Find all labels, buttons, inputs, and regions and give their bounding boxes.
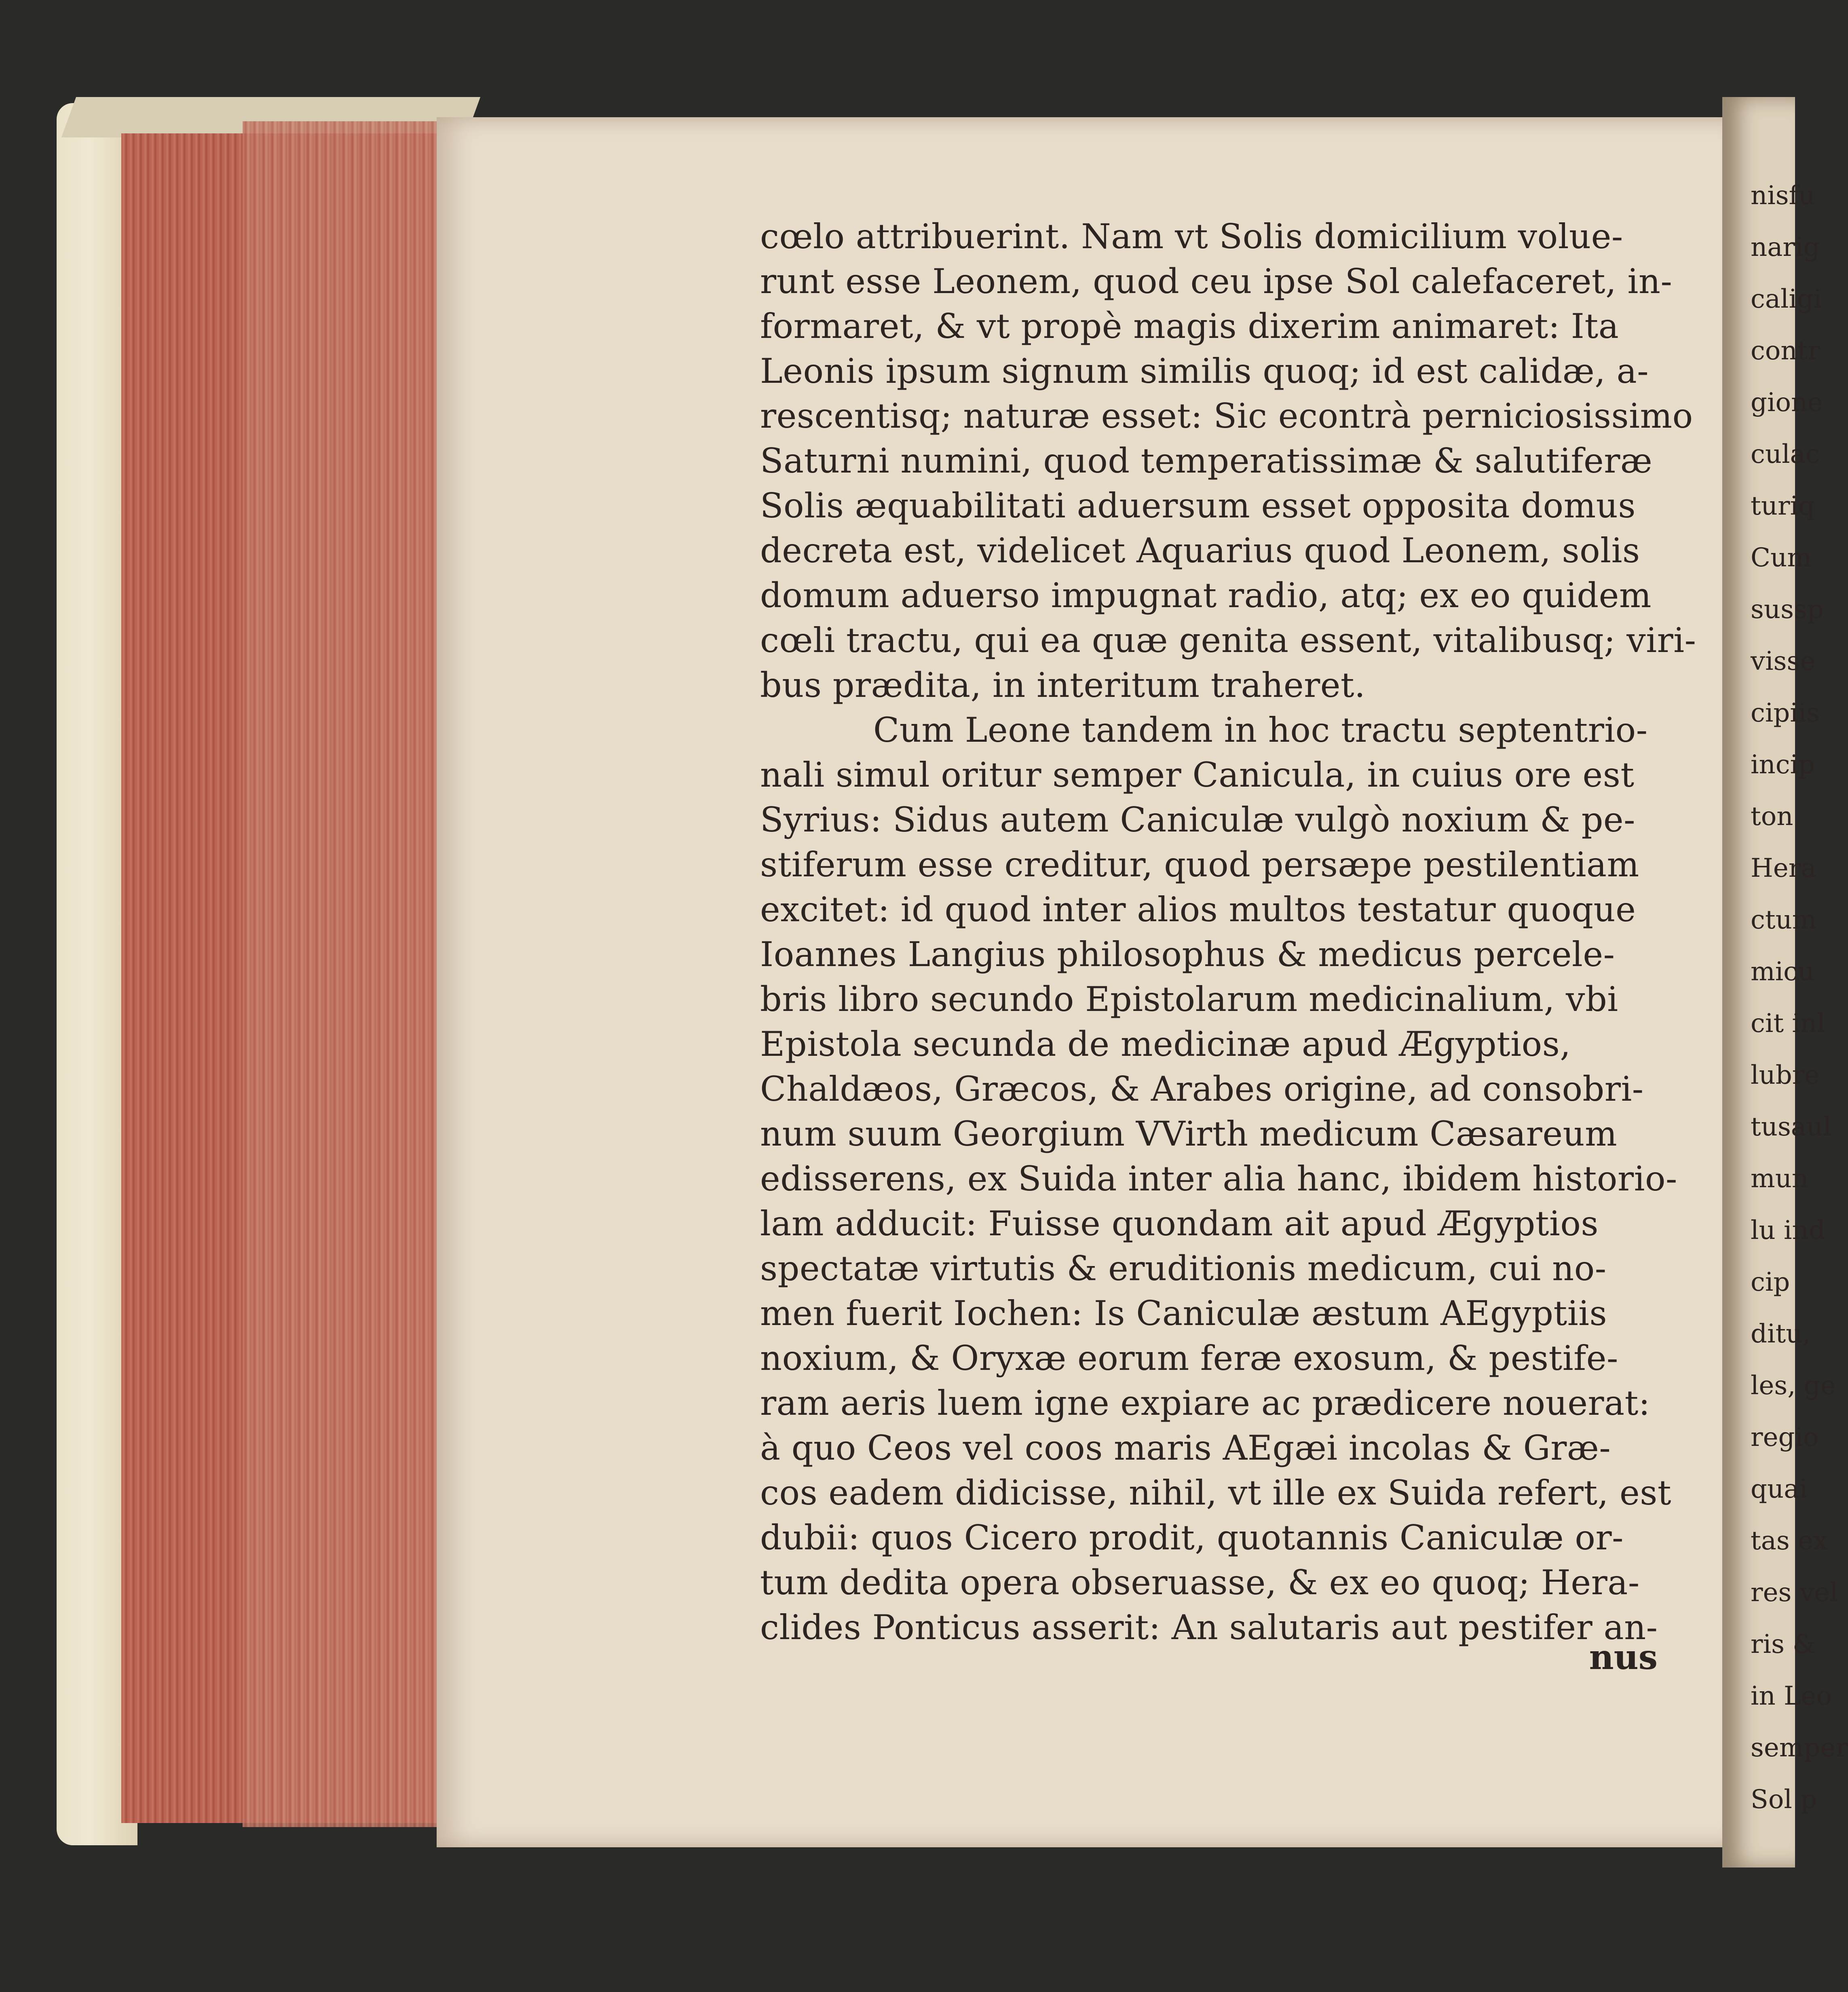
text-line: Cum Leone tandem in hoc tractu septentrio- bbox=[873, 710, 1648, 750]
facing-page-fragment: visse bbox=[1751, 646, 1816, 676]
text-line: Chaldæos, Græcos, & Arabes origine, ad consobri- bbox=[760, 1069, 1644, 1109]
text-line: spectatæ virtutis & eruditionis medicum, cui no- bbox=[760, 1249, 1607, 1288]
facing-page-fragment: in Leo bbox=[1751, 1681, 1832, 1711]
facing-page-fragment: tusaul bbox=[1751, 1112, 1831, 1142]
facing-page-fragment: turiq bbox=[1751, 491, 1815, 521]
text-line: lam adducit: Fuisse quondam ait apud Ægyptios bbox=[760, 1204, 1599, 1243]
facing-page-fragment: Hera bbox=[1751, 853, 1816, 883]
text-line: Syrius: Sidus autem Caniculæ vulgò noxium & pe- bbox=[760, 800, 1635, 840]
catchword: nus bbox=[1589, 1637, 1658, 1677]
facing-page-fragment: les, ge bbox=[1751, 1371, 1836, 1401]
facing-page-fragment: regio bbox=[1751, 1422, 1819, 1452]
text-line: rescentisq; naturæ esset: Sic econtrà perniciosissimo bbox=[760, 396, 1693, 436]
page-block-red-edge-inner bbox=[243, 121, 437, 1827]
facing-page-fragment: narig bbox=[1751, 232, 1820, 262]
facing-page-fragment: incip bbox=[1751, 750, 1815, 780]
facing-page-fragment: nisfu bbox=[1751, 181, 1815, 211]
text-line: cœli tractu, qui ea quæ genita essent, vitalibusq; viri- bbox=[760, 620, 1696, 660]
text-line: edisserens, ex Suida inter alia hanc, ibidem historio- bbox=[760, 1159, 1677, 1199]
text-line: Epistola secunda de medicinæ apud Ægyptios, bbox=[760, 1024, 1571, 1064]
text-line: domum aduerso impugnat radio, atq; ex eo quidem bbox=[760, 576, 1652, 615]
text-line: Leonis ipsum signum similis quoq; id est calidæ, a- bbox=[760, 351, 1649, 391]
facing-page-fragment: ris & bbox=[1751, 1629, 1816, 1659]
text-line: Solis æquabilitati aduersum esset opposita domus bbox=[760, 486, 1636, 525]
facing-page-fragment: gione bbox=[1751, 388, 1823, 418]
text-line: bus prædita, in interitum traheret. bbox=[760, 665, 1366, 705]
text-line: num suum Georgium VVirth medicum Cæsareum bbox=[760, 1114, 1618, 1154]
text-line: men fuerit Iochen: Is Caniculæ æstum AEgyptiis bbox=[760, 1294, 1607, 1333]
facing-page-fragment: lu ind bbox=[1751, 1215, 1825, 1245]
facing-page-fragment: cipiis bbox=[1751, 698, 1820, 728]
facing-page-fragment: ctum bbox=[1751, 905, 1817, 935]
facing-page-fragment: culac bbox=[1751, 439, 1820, 469]
facing-page-fragment: cip bbox=[1751, 1267, 1790, 1297]
facing-page-fragment: res vel bbox=[1751, 1578, 1838, 1608]
text-line: clides Ponticus asserit: An salutaris aut pestifer an- bbox=[760, 1608, 1658, 1647]
facing-page-fragment: ditu, bbox=[1751, 1319, 1811, 1349]
facing-page-fragment: Cum bbox=[1751, 543, 1812, 573]
facing-page-fragment: sussp bbox=[1751, 595, 1824, 625]
text-line: à quo Ceos vel coos maris AEgæi incolas & Græ- bbox=[760, 1428, 1611, 1468]
facing-page-fragment: semper bbox=[1751, 1733, 1848, 1763]
facing-page-fragment: cit inl bbox=[1751, 1009, 1825, 1038]
facing-page-fragment: tas ex bbox=[1751, 1526, 1828, 1556]
text-line: stiferum esse creditur, quod persæpe pestilentiam bbox=[760, 845, 1639, 884]
facing-page-fragments bbox=[1751, 170, 1848, 1825]
text-line: decreta est, videlicet Aquarius quod Leonem, solis bbox=[760, 531, 1640, 570]
text-line: formaret, & vt propè magis dixerim animaret: Ita bbox=[760, 306, 1619, 346]
page-text-block bbox=[760, 214, 1696, 1650]
facing-page-fragment: lubre bbox=[1751, 1060, 1820, 1090]
text-line: noxium, & Oryxæ eorum feræ exosum, & pestife- bbox=[760, 1338, 1618, 1378]
text-line: tum dedita opera obseruasse, & ex eo quoq; Hera- bbox=[760, 1563, 1640, 1602]
facing-page-fragment: caligi bbox=[1751, 284, 1822, 314]
facing-page-fragment: micu bbox=[1751, 957, 1815, 987]
text-line: cœlo attribuerint. Nam vt Solis domicilium volue- bbox=[760, 217, 1623, 256]
text-line: excitet: id quod inter alios multos testatur quoque bbox=[760, 890, 1636, 929]
text-line: bris libro secundo Epistolarum medicinalium, vbi bbox=[760, 979, 1618, 1019]
text-line: nali simul oritur semper Canicula, in cuius ore est bbox=[760, 755, 1635, 795]
facing-page-fragment: contr bbox=[1751, 336, 1820, 366]
text-line: Saturni numini, quod temperatissimæ & salutiferæ bbox=[760, 441, 1653, 481]
facing-page-fragment: mun bbox=[1751, 1164, 1809, 1194]
text-line: cos eadem didicisse, nihil, vt ille ex Suida refert, est bbox=[760, 1473, 1672, 1513]
text-line: dubii: quos Cicero prodit, quotannis Caniculæ or- bbox=[760, 1518, 1624, 1557]
text-line: Ioannes Langius philosophus & medicus percele- bbox=[760, 935, 1615, 974]
text-line: ram aeris luem igne expiare ac prædicere nouerat: bbox=[760, 1383, 1650, 1423]
facing-page-fragment: Sol p bbox=[1751, 1785, 1817, 1815]
text-line: runt esse Leonem, quod ceu ipse Sol calefaceret, in- bbox=[760, 262, 1673, 301]
facing-page-fragment: quai bbox=[1751, 1474, 1808, 1504]
facing-page-fragment: ton bbox=[1751, 802, 1793, 831]
